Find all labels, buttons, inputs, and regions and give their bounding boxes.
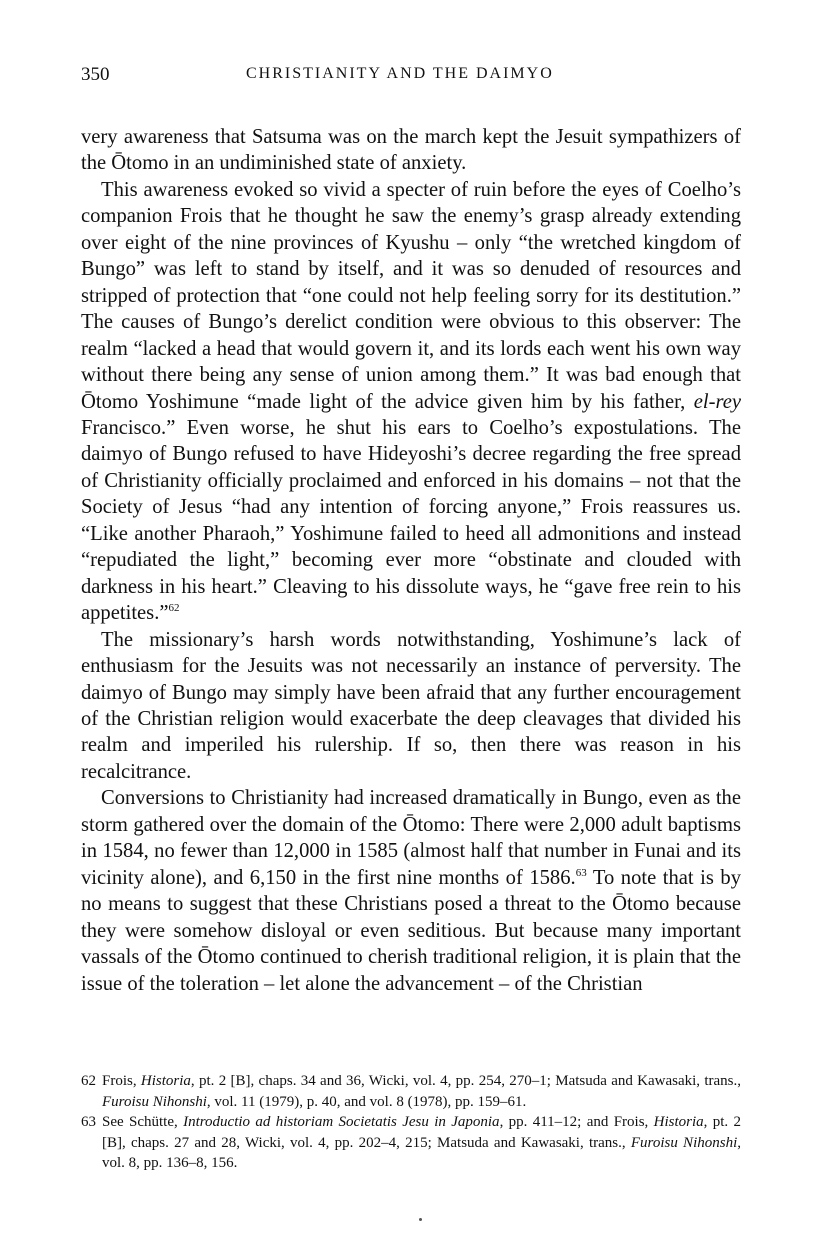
text-run: This awareness evoked so vivid a specter of ruin before the eyes of Coelho’s companion Frois that he thought he saw the enemy’s grasp already extending over eight of the nine provinces of Kyushu – only “the wretched kingdom of Bungo” was left to stand by itself, and it was so denuded of resources and stripped of protection that “one could not help feeling sorry for its destitution.” The causes of Bungo’s derelict condition were obvious to this observer: The realm “lacked a head that would govern it, and its lords each went his own way without there being any sense of union among them.” It was bad enough that Ōtomo Yoshimune “made light of the advice given him by his father,	[81, 178, 741, 413]
footnotes	[81, 1071, 741, 1174]
running-header	[81, 64, 741, 88]
text-run: , pp. 411–12; and Frois,	[499, 1114, 654, 1131]
footnote-reference: 63	[575, 866, 587, 879]
text-run: To note that is by no means to suggest that these Christians posed a threat to the Ōtomo because they were somehow disloyal or even seditious. But because many important vassals of the Ōtomo continued to cherish traditional religion, it is plain that the issue of the toleration – let alone the advancement – of the Christian	[81, 866, 741, 995]
page	[81, 64, 741, 997]
paragraph	[81, 785, 741, 997]
text-run: See Schütte,	[102, 1114, 184, 1131]
text-run: , vol. 11 (1979), p. 40, and vol. 8 (1978), pp. 159–61.	[206, 1093, 527, 1110]
paragraph	[81, 177, 741, 627]
paragraph	[81, 124, 741, 177]
italic-text: Furoisu Nihonshi	[630, 1134, 738, 1151]
footnote	[81, 1071, 741, 1112]
text-run: , pt. 2 [B], chaps. 34 and 36, Wicki, vol. 4, pp. 254, 270–1; Matsuda and Kawasaki, trans.,	[190, 1073, 742, 1089]
text-run: The missionary’s harsh words notwithstanding, Yoshimune’s lack of enthusiasm for the Jesuits was not necessarily an instance of perversity. The daimyo of Bungo may simply have been afraid that any further encouragement of the Christian religion would exacerbate the deep cleavages that divided his realm and imperiled his rulership. If so, then there was reason in his recalcitrance.	[81, 628, 741, 783]
italic-text: el-rey	[693, 390, 741, 413]
text-run: very awareness that Satsuma was on the march kept the Jesuit sympathizers of the Ōtomo in an undiminished state of anxiety.	[81, 126, 741, 175]
footnote-reference: 62	[168, 602, 180, 615]
italic-text: Historia	[653, 1114, 704, 1131]
italic-text: Introductio ad historiam Societatis Jesu in Japonia	[183, 1114, 500, 1131]
text-run: Conversions to Christianity had increased dramatically in Bungo, even as the storm gathered over the domain of the Ōtomo: There were 2,000 adult baptisms in 1584, no fewer than 12,000 in 1585 (almost half that number in Funai and its vicinity alone), and 6,150 in the first nine months of 1586.	[81, 787, 741, 889]
running-title: CHRISTIANITY AND THE DAIMYO	[246, 65, 554, 82]
italic-text: Historia	[140, 1073, 191, 1089]
footnote-number: 62	[81, 1073, 96, 1089]
footnote-text	[102, 1073, 741, 1110]
text-run: Francisco.” Even worse, he shut his ears to Coelho’s expostulations. The daimyo of Bungo refused to have Hideyoshi’s decree regarding the free spread of Christianity officially proclaimed and enforced in his domains – not that the Society of Jesus “had any intention of forcing anyone,” Frois reassures us. “Like another Pharaoh,” Yoshimune failed to heed all admonitions and instead “repudiated the light,” becoming ever more “obstinate and clouded with darkness in his heart.” Cleaving to his dissolute ways, he “gave free rein to his appetites.”	[81, 416, 741, 625]
paragraph	[81, 627, 741, 786]
footnote-number: 63	[81, 1114, 96, 1131]
footnote	[81, 1112, 741, 1174]
text-run: , vol. 8, pp. 136–8, 156.	[102, 1134, 741, 1172]
body-text	[81, 124, 741, 997]
print-speck	[419, 1218, 422, 1221]
page-number: 350	[81, 64, 110, 85]
footnote-text	[102, 1114, 741, 1171]
text-run: , pt. 2 [B], chaps. 27 and 28, Wicki, vol. 4, pp. 202–4, 215; Matsuda and Kawasaki, trans.,	[102, 1114, 742, 1151]
italic-text: Furoisu Nihonshi	[102, 1093, 207, 1110]
text-run: Frois,	[102, 1073, 141, 1089]
